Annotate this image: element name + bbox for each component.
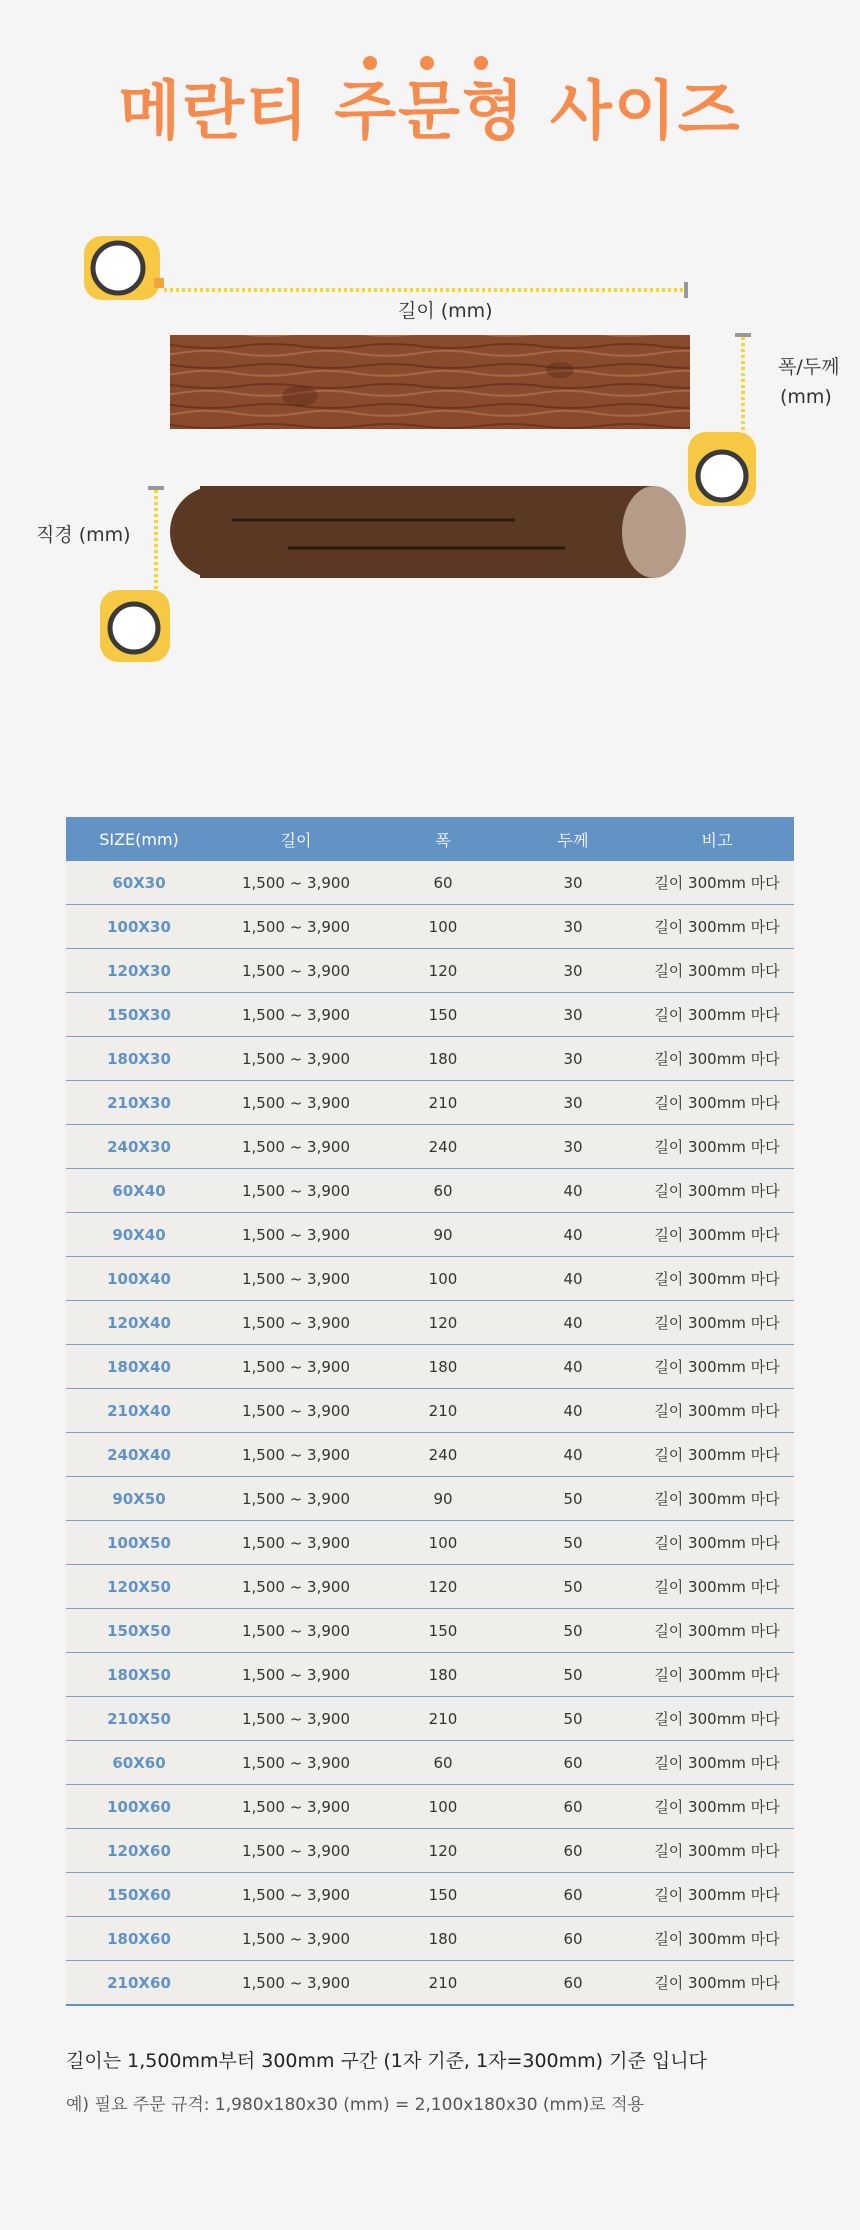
cell-remarks: 길이 300mm 마다 — [640, 1213, 794, 1257]
cell-length: 1,500 ~ 3,900 — [212, 1169, 380, 1213]
cell-length: 1,500 ~ 3,900 — [212, 861, 380, 905]
table-row — [66, 1785, 794, 1829]
cell-thickness: 40 — [506, 1433, 640, 1477]
cell-length: 1,500 ~ 3,900 — [212, 1609, 380, 1653]
table-row — [66, 1125, 794, 1169]
cell-width: 120 — [380, 1301, 506, 1345]
table-row — [66, 1213, 794, 1257]
cell-width: 180 — [380, 1917, 506, 1961]
cell-width: 100 — [380, 1257, 506, 1301]
cell-size: 180X50 — [66, 1653, 212, 1697]
cell-size: 120X60 — [66, 1829, 212, 1873]
cell-thickness: 30 — [506, 1037, 640, 1081]
diameter-label: 직경 (mm) — [36, 524, 131, 546]
cell-thickness: 30 — [506, 861, 640, 905]
cell-thickness: 50 — [506, 1609, 640, 1653]
cell-length: 1,500 ~ 3,900 — [212, 993, 380, 1037]
table-row — [66, 905, 794, 949]
cell-width: 60 — [380, 1741, 506, 1785]
cell-length: 1,500 ~ 3,900 — [212, 1697, 380, 1741]
tape-measure-icon — [84, 236, 164, 300]
cell-length: 1,500 ~ 3,900 — [212, 1345, 380, 1389]
cell-size: 150X60 — [66, 1873, 212, 1917]
table-row — [66, 993, 794, 1037]
cell-thickness: 40 — [506, 1345, 640, 1389]
cell-width: 150 — [380, 1873, 506, 1917]
cell-length: 1,500 ~ 3,900 — [212, 1301, 380, 1345]
cell-thickness: 40 — [506, 1301, 640, 1345]
cell-thickness: 50 — [506, 1653, 640, 1697]
cell-length: 1,500 ~ 3,900 — [212, 1081, 380, 1125]
cell-width: 150 — [380, 1609, 506, 1653]
cell-width: 120 — [380, 1829, 506, 1873]
cell-width: 90 — [380, 1213, 506, 1257]
cell-width: 210 — [380, 1081, 506, 1125]
cell-thickness: 40 — [506, 1169, 640, 1213]
cell-length: 1,500 ~ 3,900 — [212, 1389, 380, 1433]
example-note: 예) 필요 주문 규격: 1,980x180x30 (mm) = 2,100x180x30 (mm)로 적용 — [66, 2095, 644, 2115]
cell-width: 100 — [380, 905, 506, 949]
cell-width: 180 — [380, 1345, 506, 1389]
table-header-row — [66, 817, 794, 861]
cell-width: 210 — [380, 1389, 506, 1433]
cell-length: 1,500 ~ 3,900 — [212, 1653, 380, 1697]
cell-width: 120 — [380, 1565, 506, 1609]
cell-thickness: 30 — [506, 905, 640, 949]
cell-remarks: 길이 300mm 마다 — [640, 1829, 794, 1873]
cell-length: 1,500 ~ 3,900 — [212, 1477, 380, 1521]
cell-size: 150X30 — [66, 993, 212, 1037]
title-area — [0, 60, 860, 152]
cell-width: 240 — [380, 1125, 506, 1169]
cell-remarks: 길이 300mm 마다 — [640, 1433, 794, 1477]
table-row — [66, 1521, 794, 1565]
table-row — [66, 949, 794, 993]
cell-length: 1,500 ~ 3,900 — [212, 1433, 380, 1477]
cell-size: 210X30 — [66, 1081, 212, 1125]
cell-length: 1,500 ~ 3,900 — [212, 1213, 380, 1257]
table-row — [66, 1169, 794, 1213]
cell-size: 120X50 — [66, 1565, 212, 1609]
dimension-diagram — [0, 220, 860, 680]
cell-length: 1,500 ~ 3,900 — [212, 1829, 380, 1873]
cell-thickness: 60 — [506, 1873, 640, 1917]
cell-width: 100 — [380, 1521, 506, 1565]
cell-length: 1,500 ~ 3,900 — [212, 1961, 380, 2006]
cell-length: 1,500 ~ 3,900 — [212, 949, 380, 993]
cell-size: 100X40 — [66, 1257, 212, 1301]
cell-remarks: 길이 300mm 마다 — [640, 1081, 794, 1125]
table-row — [66, 1829, 794, 1873]
cell-length: 1,500 ~ 3,900 — [212, 1521, 380, 1565]
cell-remarks: 길이 300mm 마다 — [640, 993, 794, 1037]
cell-remarks: 길이 300mm 마다 — [640, 1609, 794, 1653]
column-header-size: SIZE(mm) — [66, 817, 212, 861]
cell-remarks: 길이 300mm 마다 — [640, 1037, 794, 1081]
cell-size: 60X60 — [66, 1741, 212, 1785]
table-row — [66, 861, 794, 905]
table-row — [66, 1477, 794, 1521]
cell-remarks: 길이 300mm 마다 — [640, 1961, 794, 2006]
cell-width: 60 — [380, 861, 506, 905]
table-row — [66, 1697, 794, 1741]
column-header-length: 길이 — [212, 817, 380, 861]
length-label: 길이 (mm) — [398, 300, 493, 322]
table-row — [66, 1257, 794, 1301]
tape-hook — [148, 486, 164, 490]
size-table — [66, 817, 794, 2006]
cell-size: 100X30 — [66, 905, 212, 949]
cell-size: 210X60 — [66, 1961, 212, 2006]
cell-thickness: 60 — [506, 1741, 640, 1785]
table-row — [66, 1433, 794, 1477]
cell-thickness: 60 — [506, 1961, 640, 2006]
cell-width: 210 — [380, 1697, 506, 1741]
cell-size: 100X60 — [66, 1785, 212, 1829]
tape-measure-icon — [688, 432, 756, 506]
table-row — [66, 1389, 794, 1433]
cell-width: 240 — [380, 1433, 506, 1477]
cell-thickness: 50 — [506, 1697, 640, 1741]
cell-size: 180X30 — [66, 1037, 212, 1081]
column-header-thickness: 두께 — [506, 817, 640, 861]
table-row — [66, 1653, 794, 1697]
cell-width: 60 — [380, 1169, 506, 1213]
cell-thickness: 50 — [506, 1477, 640, 1521]
dimension-illustration — [0, 220, 860, 680]
cell-length: 1,500 ~ 3,900 — [212, 1741, 380, 1785]
cell-remarks: 길이 300mm 마다 — [640, 1169, 794, 1213]
cell-thickness: 60 — [506, 1785, 640, 1829]
cell-remarks: 길이 300mm 마다 — [640, 1257, 794, 1301]
cell-thickness: 30 — [506, 1125, 640, 1169]
cell-remarks: 길이 300mm 마다 — [640, 1345, 794, 1389]
cell-size: 120X40 — [66, 1301, 212, 1345]
cell-length: 1,500 ~ 3,900 — [212, 1785, 380, 1829]
page-title: 메란티 주문형 사이즈 — [118, 75, 742, 149]
cell-length: 1,500 ~ 3,900 — [212, 905, 380, 949]
cell-remarks: 길이 300mm 마다 — [640, 1873, 794, 1917]
cell-thickness: 50 — [506, 1521, 640, 1565]
table-row — [66, 1081, 794, 1125]
cell-remarks: 길이 300mm 마다 — [640, 1389, 794, 1433]
cell-size: 90X50 — [66, 1477, 212, 1521]
width-label-line1: 폭/두께 — [778, 356, 840, 378]
cell-thickness: 60 — [506, 1917, 640, 1961]
cell-width: 180 — [380, 1653, 506, 1697]
cell-remarks: 길이 300mm 마다 — [640, 1697, 794, 1741]
column-header-remarks: 비고 — [640, 817, 794, 861]
tape-measure-icon — [100, 590, 170, 662]
cell-thickness: 30 — [506, 1081, 640, 1125]
cell-length: 1,500 ~ 3,900 — [212, 1257, 380, 1301]
length-note: 길이는 1,500mm부터 300mm 구간 (1자 기준, 1자=300mm) 기준 입니다 — [66, 2050, 707, 2072]
cell-size: 120X30 — [66, 949, 212, 993]
cell-length: 1,500 ~ 3,900 — [212, 1037, 380, 1081]
cell-remarks: 길이 300mm 마다 — [640, 949, 794, 993]
cell-size: 60X40 — [66, 1169, 212, 1213]
tape-hook — [735, 333, 751, 337]
cell-remarks: 길이 300mm 마다 — [640, 1521, 794, 1565]
cell-remarks: 길이 300mm 마다 — [640, 1653, 794, 1697]
cell-thickness: 30 — [506, 993, 640, 1037]
cell-remarks: 길이 300mm 마다 — [640, 1917, 794, 1961]
cell-width: 120 — [380, 949, 506, 993]
cell-remarks: 길이 300mm 마다 — [640, 1785, 794, 1829]
cell-remarks: 길이 300mm 마다 — [640, 861, 794, 905]
cell-remarks: 길이 300mm 마다 — [640, 905, 794, 949]
cell-size: 240X30 — [66, 1125, 212, 1169]
cell-size: 60X30 — [66, 861, 212, 905]
table-row — [66, 1961, 794, 2006]
cell-size: 180X40 — [66, 1345, 212, 1389]
table-row — [66, 1565, 794, 1609]
table-row — [66, 1037, 794, 1081]
cell-length: 1,500 ~ 3,900 — [212, 1873, 380, 1917]
cell-thickness: 40 — [506, 1257, 640, 1301]
cell-remarks: 길이 300mm 마다 — [640, 1301, 794, 1345]
cell-remarks: 길이 300mm 마다 — [640, 1565, 794, 1609]
cell-size: 180X60 — [66, 1917, 212, 1961]
width-label-line2: (mm) — [780, 386, 832, 408]
cell-size: 100X50 — [66, 1521, 212, 1565]
table-row — [66, 1917, 794, 1961]
cell-thickness: 30 — [506, 949, 640, 993]
table-row — [66, 1301, 794, 1345]
cell-width: 210 — [380, 1961, 506, 2006]
cell-size: 90X40 — [66, 1213, 212, 1257]
cell-remarks: 길이 300mm 마다 — [640, 1125, 794, 1169]
cell-thickness: 40 — [506, 1213, 640, 1257]
table-row — [66, 1873, 794, 1917]
table-row — [66, 1345, 794, 1389]
cell-width: 180 — [380, 1037, 506, 1081]
cell-length: 1,500 ~ 3,900 — [212, 1917, 380, 1961]
cell-length: 1,500 ~ 3,900 — [212, 1565, 380, 1609]
cell-size: 210X40 — [66, 1389, 212, 1433]
cell-size: 240X40 — [66, 1433, 212, 1477]
tape-hook — [684, 282, 688, 298]
column-header-width: 폭 — [380, 817, 506, 861]
cell-remarks: 길이 300mm 마다 — [640, 1477, 794, 1521]
cell-size: 150X50 — [66, 1609, 212, 1653]
cell-length: 1,500 ~ 3,900 — [212, 1125, 380, 1169]
cell-width: 90 — [380, 1477, 506, 1521]
cell-size: 210X50 — [66, 1697, 212, 1741]
cell-width: 150 — [380, 993, 506, 1037]
cell-width: 100 — [380, 1785, 506, 1829]
cell-thickness: 60 — [506, 1829, 640, 1873]
plank-board — [170, 335, 690, 429]
log-end — [622, 486, 686, 578]
table-row — [66, 1609, 794, 1653]
cell-thickness: 40 — [506, 1389, 640, 1433]
cell-thickness: 50 — [506, 1565, 640, 1609]
table-row — [66, 1741, 794, 1785]
cell-remarks: 길이 300mm 마다 — [640, 1741, 794, 1785]
